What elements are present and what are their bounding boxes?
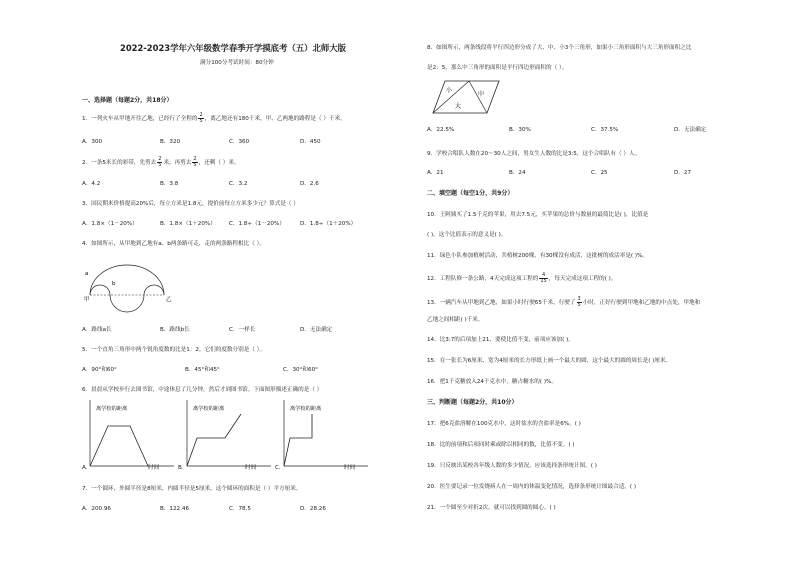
question-1: 1．一列火车从甲地开往乙地，已经行了全程的 $\frac{2}{5}$ ，离乙地还有180千米，甲、乙两地的路程是（ ）千米。: [82, 112, 346, 124]
fraction: $\frac{3}{5}$: [577, 296, 581, 308]
question-19: 19．只反映出某校各年级人数的多少情况，应该选择条形统计图。( ): [427, 463, 597, 469]
option-b[interactable]: B．122.46: [160, 506, 190, 512]
parallelogram-diagram: [431, 78, 503, 116]
option-c[interactable]: C．25: [591, 170, 608, 176]
x-axis-label: 时间: [344, 465, 356, 471]
distance-line: [187, 414, 241, 466]
route-diagram: [82, 255, 192, 317]
option-d[interactable]: D．1.8÷（1＋20%）: [300, 221, 357, 227]
option-d[interactable]: D．28.26: [300, 506, 326, 512]
option-d[interactable]: D．无法确定: [300, 327, 333, 333]
label-yi: 乙: [166, 297, 172, 303]
question-2: 2．一条5米长的彩带，先剪去 $\frac{2}{5}$ 米，再剪去 $\frac{2}{5}$ ，还剩（ ）米。: [82, 156, 240, 168]
label-jia: 甲: [84, 297, 90, 303]
question-4: 4．如图所示，从甲地到乙地有a、b两条路可走，走的两条路程相比（ ）。: [82, 241, 265, 247]
option-b[interactable]: B．路线b长: [160, 327, 190, 333]
option-c[interactable]: C．30°和60°: [283, 367, 318, 373]
route-b-lower-arc: [110, 295, 144, 312]
fraction: $\frac{2}{5}$: [199, 112, 203, 124]
question-15: 15．在一张长为6厘米、宽为4厘米的长方形纸上画一个最大的圆，这个最大的圆的周长是( )厘米。: [427, 358, 672, 364]
question-18: 18．比的前项和后项同时乘或除以相同的数，比值不变。( ): [427, 442, 575, 448]
section-2-title: 二、填空题（每空1分，共9分）: [427, 190, 514, 197]
option-d[interactable]: D．无法确定: [674, 127, 707, 133]
distance-chart-b: [183, 398, 275, 474]
fraction: $\frac{4}{15}$: [540, 272, 547, 284]
distance-line: [90, 426, 148, 466]
parallelogram: [433, 81, 499, 113]
option-b[interactable]: B．30%: [509, 127, 531, 133]
question-8-line-1: 8．如图所示，两条线段将平行四边形分成了大、中、小3个三角形，如果小三角形面积与大三角形面积之比: [427, 45, 692, 51]
option-a[interactable]: A．90°和60°: [82, 367, 117, 373]
option-c[interactable]: C．: [275, 465, 285, 471]
option-b[interactable]: B．24: [509, 170, 526, 176]
label-small: 小: [446, 87, 453, 94]
option-b[interactable]: B．1.8×（1＋20%）: [160, 221, 216, 227]
question-12: 12．工程队修一条公路，4天完成这项工程的 $\frac{4}{15}$ ，每天完成这项工程的( )。: [427, 272, 617, 284]
option-a[interactable]: A．4.2: [82, 181, 101, 187]
chart-title: 离学校的距离: [193, 406, 225, 412]
label-mid: 中: [478, 91, 485, 98]
chart-title: 离学校的距离: [96, 406, 128, 412]
option-d[interactable]: D．27: [674, 170, 692, 176]
divider-line-1: [433, 81, 469, 113]
option-a[interactable]: A．22.5%: [427, 127, 455, 133]
x-axis-label: 时间: [245, 465, 257, 471]
question-10-line-1: 10．王阿姨买了1.5千克的苹果，用去7.5元，买苹果的总价与数量的最简比是( )，比值是: [427, 212, 649, 218]
chart-title: 离学校的距离: [290, 406, 322, 412]
option-c[interactable]: C．1.8÷（1－20%）: [229, 221, 285, 227]
page-title: 2022-2023学年六年级数学春季开学摸底考（五）北师大版: [120, 43, 346, 53]
option-b[interactable]: B．320: [160, 139, 181, 145]
route-b-end-arc: [144, 285, 164, 295]
question-16: 16．把1千克糖放入24千克水中，糖占糖水的( )%。: [427, 379, 557, 385]
question-11: 11．绿色小队参加植树活动，共植树200棵，有30棵没有成活，这批树的成活率是( )%。: [427, 253, 648, 259]
question-13-line-2: 乙地之间相距( )千米。: [427, 317, 484, 323]
option-c[interactable]: C．3.2: [229, 181, 248, 187]
option-b[interactable]: B．45°和45°: [185, 367, 220, 373]
distance-chart-c: [280, 398, 372, 474]
fraction: $\frac{2}{5}$: [193, 156, 197, 168]
option-d[interactable]: D．450: [300, 139, 321, 145]
question-13-line-1: 13．一辆汽车从甲地到乙地，如果小时行驶65千米，行驶了 $\frac{3}{5}$ 小时，正好行驶到甲地和乙地的中点处，甲地和: [427, 296, 701, 308]
label-b: b: [112, 281, 116, 287]
fraction: $\frac{2}{5}$: [158, 156, 162, 168]
option-a[interactable]: A．200.96: [82, 506, 111, 512]
question-10-line-2: ( )，这个比值表示的意义是( )。: [427, 232, 507, 238]
route-b-small-arc: [90, 285, 110, 295]
distance-line: [284, 414, 312, 466]
option-a[interactable]: A．路线a长: [82, 327, 112, 333]
route-a-arc: [90, 265, 164, 295]
question-14: 14．比3:7的后项加上21，要使比值不变，前项应该加( )。: [427, 337, 574, 343]
option-d[interactable]: D．2.6: [300, 181, 319, 187]
question-17: 17．把6克盐溶解在100克水中，这时盐水的含盐率是6%。( ): [427, 421, 581, 427]
question-5: 5．一个直角三角形中两个锐角度数的比是1：2，它们的度数分别是（ ）。: [82, 347, 266, 353]
option-c[interactable]: C．一样长: [229, 327, 256, 333]
distance-chart-a: [86, 398, 178, 474]
question-6: 6．晨晨从学校步行去图书馆，中途休息了几分钟，然后才到图书馆。下面图形描述正确的是（ ）: [82, 387, 323, 393]
option-a[interactable]: A．: [82, 465, 92, 471]
option-a[interactable]: A．21: [427, 170, 444, 176]
question-7: 7．一个圆环，外圆半径是8厘米，内圆半径是5厘米，这个圆环的面积是（ ）平方厘米。: [82, 486, 302, 492]
label-big: 大: [455, 103, 462, 110]
option-b[interactable]: B．: [178, 465, 188, 471]
question-21: 21．一个圆至少对折2次，就可以找到圆的圆心。( ): [427, 505, 556, 511]
option-a[interactable]: A．300: [82, 139, 103, 145]
label-a: a: [85, 271, 89, 277]
question-8-line-2: 是2：5，那么中三角形的面积是平行四边形面积的（ ）。: [427, 65, 568, 71]
option-c[interactable]: C．78.5: [229, 506, 251, 512]
option-c[interactable]: C．360: [229, 139, 250, 145]
option-a[interactable]: A．1.8×（1－20%）: [82, 221, 138, 227]
option-c[interactable]: C．37.5%: [591, 127, 619, 133]
page-subtitle: 满分100分考试时间：80分钟: [200, 60, 274, 66]
question-20: 20．医生要记录一位发烧病人在一周内的体温变化情况，选择条形统计图最合适。( ): [427, 484, 637, 490]
question-3: 3．国民期米价格提高20%后，每立方米是1.8元，提价前每立方米多少元？算式是（ ）: [82, 201, 299, 207]
question-9: 9．学校合唱队人数在20～30人之间，男女生人数的比是3:5，这个合唱队有（ ）人。: [427, 151, 641, 157]
section-1-title: 一、选择题（每题2分，共18分）: [82, 97, 173, 104]
x-axis-label: 时间: [148, 465, 160, 471]
section-3-title: 三、判断题（每题2分，共10分）: [427, 399, 518, 406]
option-b[interactable]: B．3.8: [160, 181, 179, 187]
